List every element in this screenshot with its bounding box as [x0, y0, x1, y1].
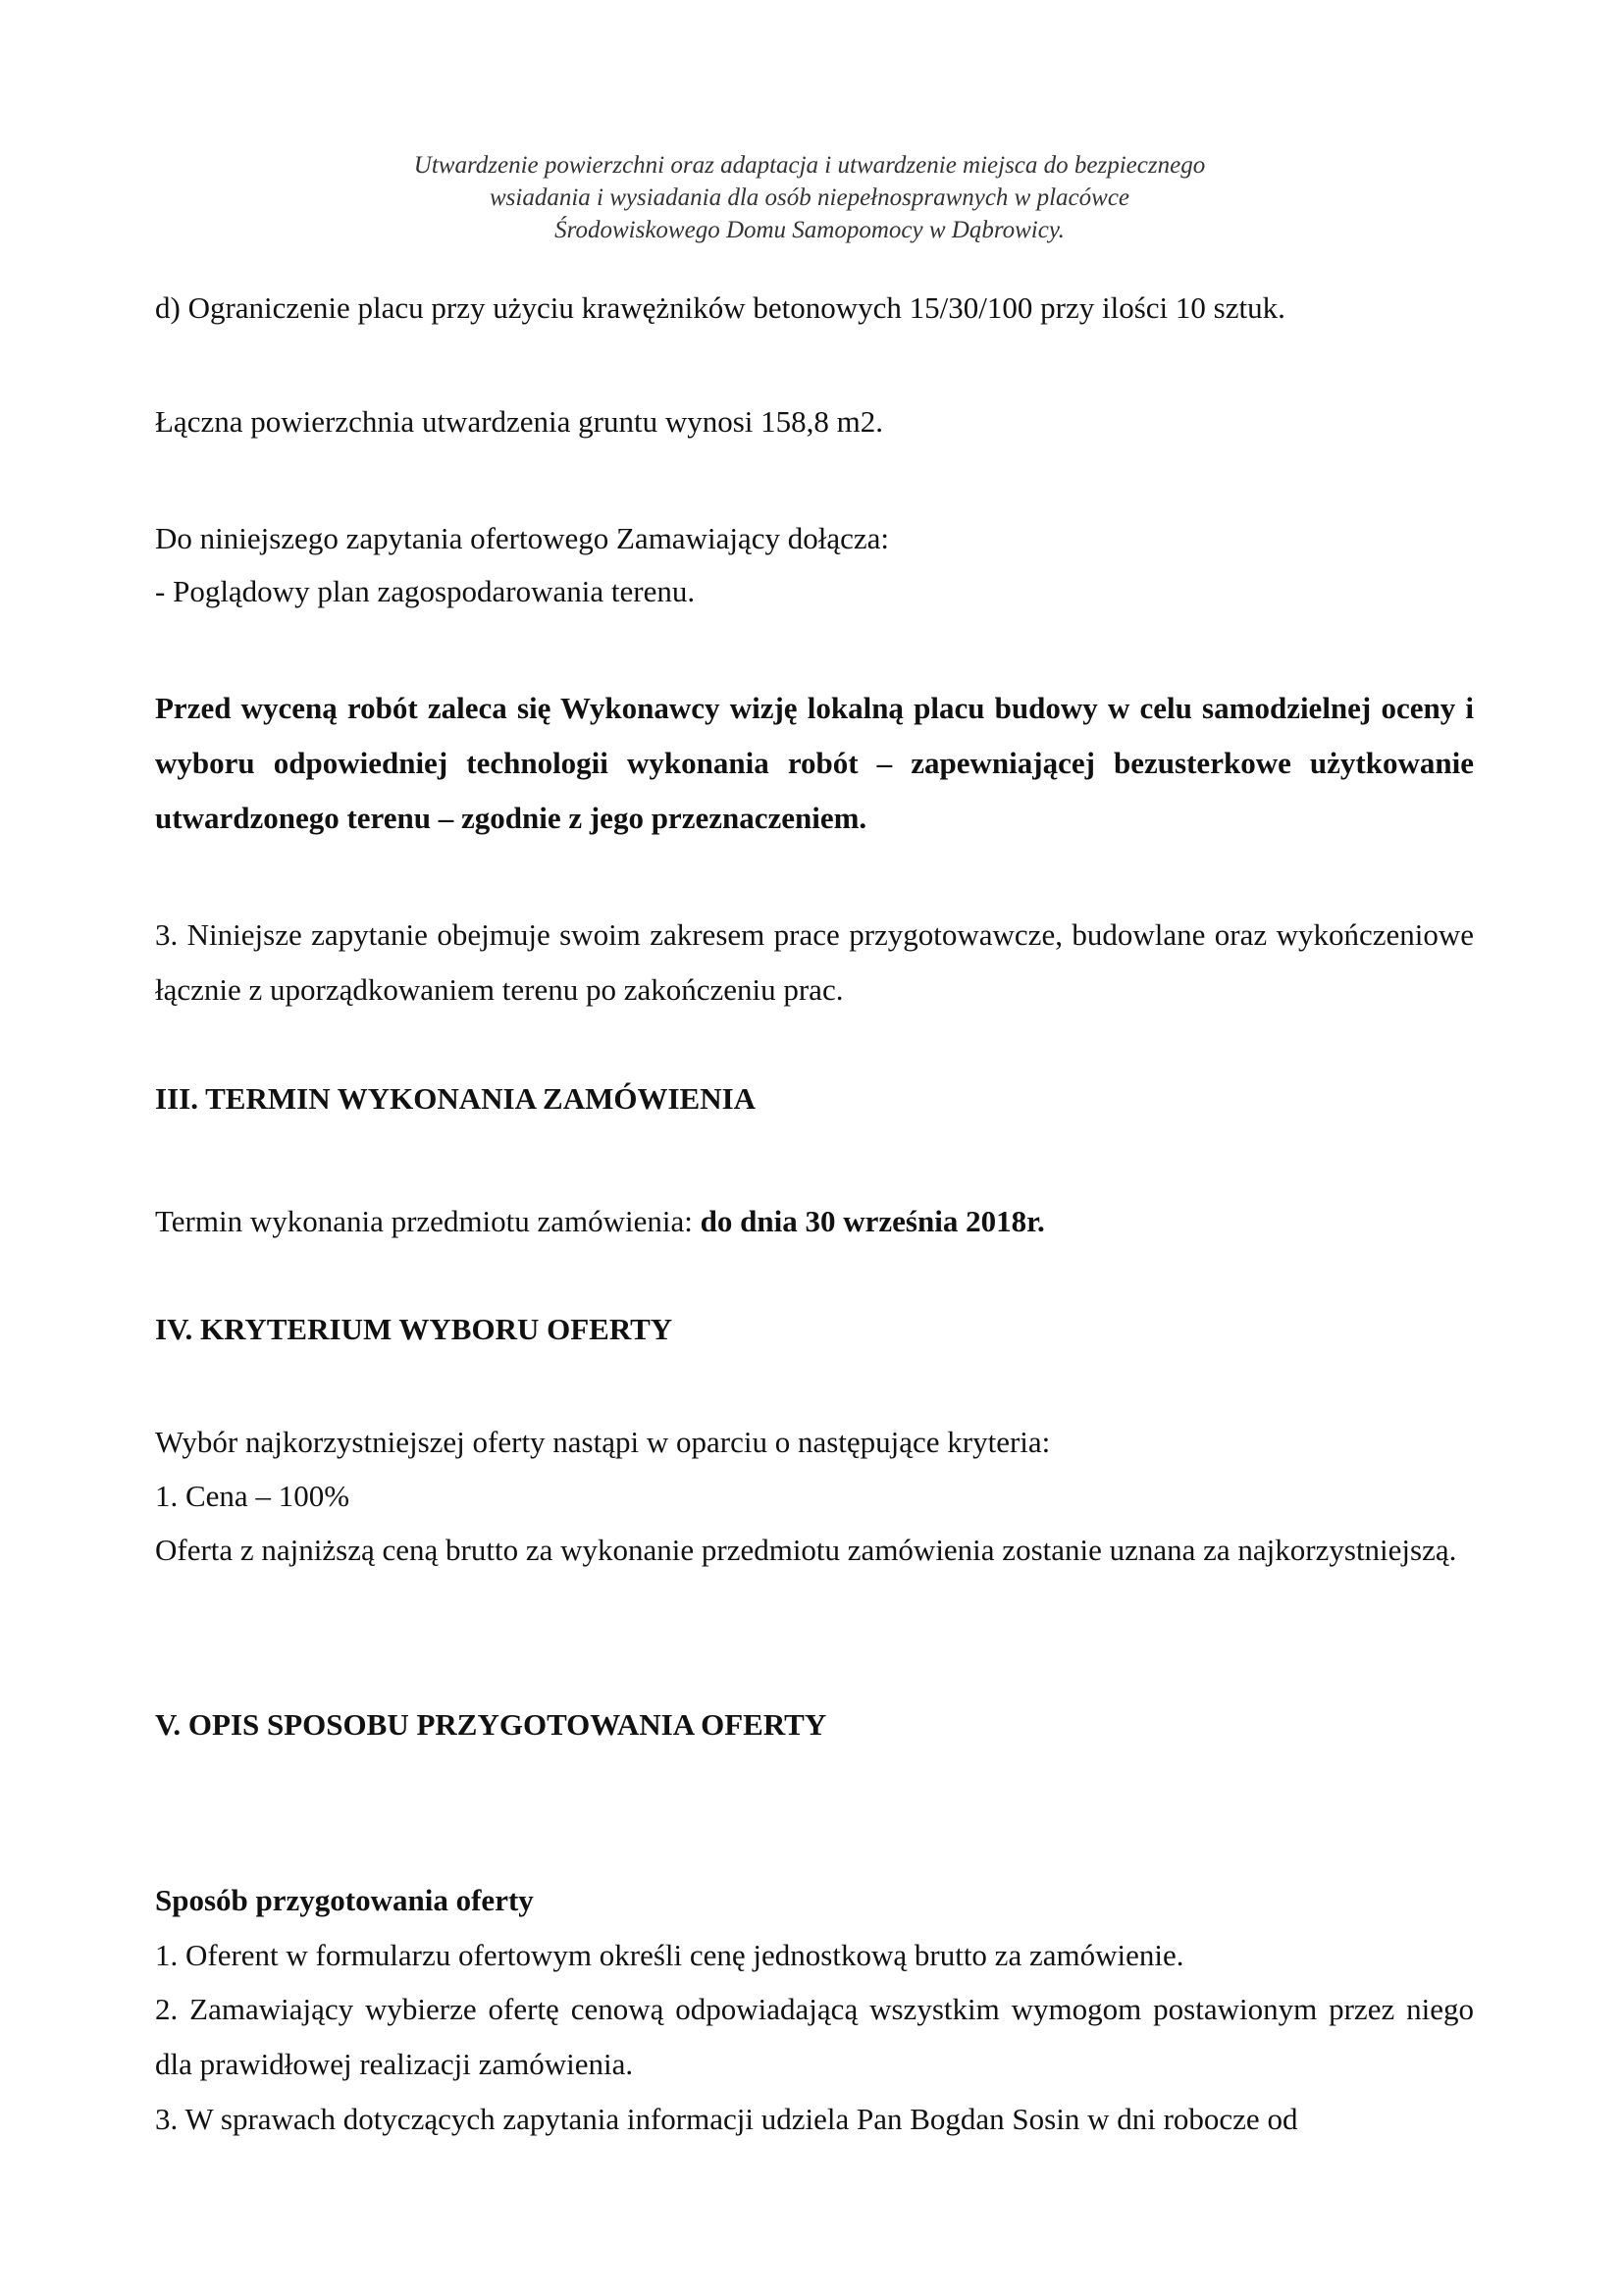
section-5-subheading: Sposób przygotowania oferty: [155, 1883, 534, 1917]
criteria-intro: Wybór najkorzystniejszej oferty nastąpi w oparciu o następujące kryteria:: [155, 1425, 1051, 1459]
preparation-item-3: 3. W sprawach dotyczących zapytania informacji udziela Pan Bogdan Sosin w dni robocze od: [155, 2102, 1298, 2136]
header-line-1: Utwardzenie powierzchni oraz adaptacja i utwardzenie miejsca do bezpiecznego: [413, 152, 1206, 179]
section-3-heading: III. TERMIN WYKONANIA ZAMÓWIENIA: [155, 1081, 757, 1116]
header-line-3: Środowiskowego Domu Samopomocy w Dąbrowicy.: [554, 217, 1065, 243]
preparation-item-1: 1. Oferent w formularzu ofertowym określi cenę jednostkową brutto za zamówienie.: [155, 1938, 1184, 1972]
criteria-explanation: Oferta z najniższą ceną brutto za wykonanie przedmiotu zamówienia zostanie uznana za najkorzystniejszą.: [155, 1533, 1457, 1567]
attachment-item: - Poglądowy plan zagospodarowania terenu.: [155, 574, 696, 608]
section-4-heading: IV. KRYTERIUM WYBORU OFERTY: [155, 1312, 673, 1346]
criterion-price: 1. Cena – 100%: [155, 1479, 350, 1513]
completion-term-label: Termin wykonania przedmiotu zamówienia:: [155, 1204, 701, 1238]
preparation-item-2: 2. Zamawiający wybierze ofertę cenową odpowiadającą wszystkim wymogom postawionym przez niego dla prawidłowej realizacji zamówienia.: [155, 1992, 1474, 2081]
header-line-2: wsiadania i wysiadania dla osób niepełnosprawnych w placówce: [489, 184, 1130, 211]
completion-deadline: do dnia 30 września 2018r.: [700, 1204, 1045, 1238]
document-header: [196, 149, 1423, 246]
recommendation-paragraph: Przed wyceną robót zaleca się Wykonawcy wizję lokalną placu budowy w celu samodzielnej oceny i wyboru odpowiedniej technologii wykonania robót – zapewniającej bezusterkowe użytkowanie utwardzonego terenu – zgodnie z jego przeznaczeniem.: [155, 691, 1474, 835]
item-d-paragraph: d) Ograniczenie placu przy użyciu krawężników betonowych 15/30/100 przy ilości 10 sztuk.: [155, 290, 1285, 325]
total-area-paragraph: Łączna powierzchnia utwardzenia gruntu wynosi 158,8 m2.: [155, 404, 884, 439]
attachment-intro: Do niniejszego zapytania ofertowego Zamawiający dołącza:: [155, 521, 889, 555]
section-5-heading: V. OPIS SPOSOBU PRZYGOTOWANIA OFERTY: [155, 1707, 827, 1742]
completion-term-paragraph: [155, 1202, 1045, 1241]
point-3-paragraph: 3. Niniejsze zapytanie obejmuje swoim zakresem prace przygotowawcze, budowlane oraz wykończeniowe łącznie z uporządkowaniem terenu po zakończeniu prac.: [155, 917, 1474, 1007]
